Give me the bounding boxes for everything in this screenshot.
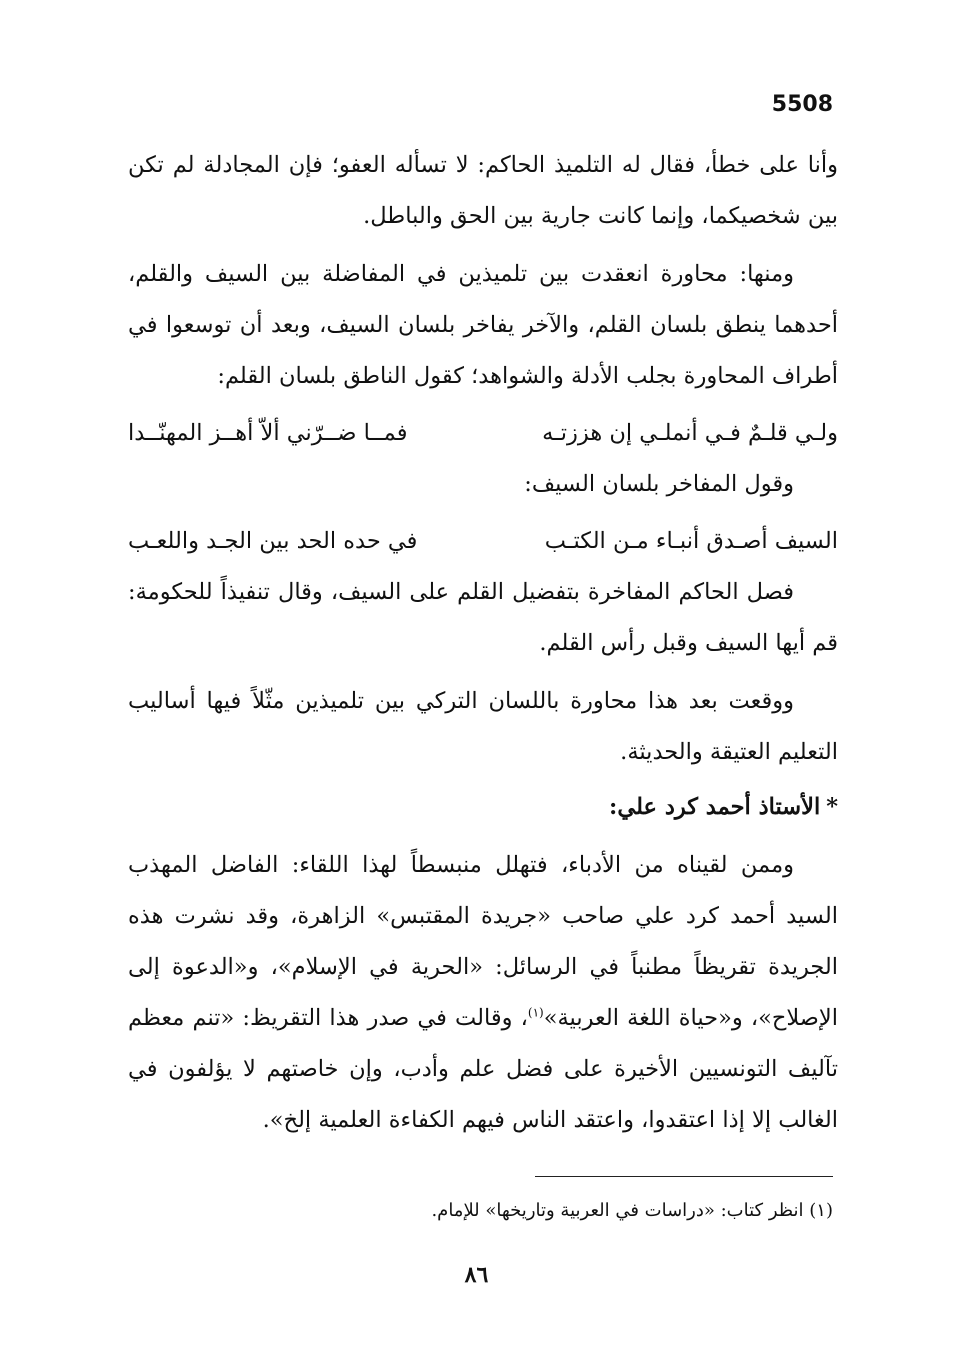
document-number: 5508 [771,92,833,117]
footnote: (١) انظر كتاب: «دراسات في العربية وتاريخها» للإمام. [431,1200,833,1221]
asterisk-icon: * [826,794,838,820]
footnote-divider [535,1176,833,1177]
verse-1-second-hemistich: فمــا ضــرّني ألاّ أهــز المهنّــدا [128,420,408,446]
section-heading-text: الأستاذ أحمد كرد علي: [609,794,821,820]
paragraph-3: وقول المفاخر بلسان السيف: [524,471,794,497]
page-number: ٨٦ [464,1262,489,1288]
section-heading [128,782,838,833]
verse-1-first-hemistich: ولـي قلـمٌ فـي أنملـي إن هززتـه [542,420,838,446]
main-text [128,140,838,1146]
paragraph-2: ومنها: محاورة انعقدت بين تلميذين في المفاضلة بين السيف والقلم، أحدهما ينطق بلسان القلم، والآخر يفاخر بلسان السيف، وبعد أن توسعوا في أطراف المحاورة بجلب الأدلة والشواهد؛ كقول الناطق بلسان القلم: [128,261,838,389]
footnote-marker: (١) [527,1005,544,1020]
paragraph-1: وأنا على خطأ، فقال له التلميذ الحاكم: لا تسأله العفو؛ فإن المجادلة لم تكن بين شخصيكما، وإنما كانت جارية بين الحق والباطل. [128,152,838,229]
verse-2-first-hemistich: السيف أصـدق أنبـاء مـن الكتـب [544,528,838,554]
paragraph-4: فصل الحاكم المفاخرة بتفضيل القلم على السيف، وقال تنفيذاً للحكومة: قم أيها السيف وقبل رأس القلم. [128,579,838,656]
paragraph-6-part-1: وممن لقيناه من الأدباء، فتهلل منبسطاً لهذا اللقاء: الفاضل المهذب السيد أحمد كرد علي صاحب «جريدة المقتبس» الزاهرة، وقد نشرت هذه الجريدة تقريظاً مطنباً في الرسائل: «الحرية في الإسلام»، و«الدعوة إلى الإصلاح»، و«حياة اللغة العربية» [128,852,838,1031]
paragraph-6-part-2: ، وقالت في صدر هذا التقريظ: «تنم معظم تآليف التونسيين الأخيرة على فضل علم وأدب، وإن خاصتهم لا يؤلفون في الغالب إلا إذا اعتقدوا، واعتقد الناس فيهم الكفاءة العلمية إلخ». [128,1005,838,1133]
paragraph-6 [128,840,838,1146]
verse-2-second-hemistich: في حده الحد بين الجـد واللعـب [128,528,418,554]
verse-1 [128,408,838,459]
verse-2 [128,516,838,567]
paragraph-5: ووقعت بعد هذا محاورة باللسان التركي بين تلميذين مثّلاً فيها أساليب التعليم العتيقة والحديثة. [128,688,838,765]
